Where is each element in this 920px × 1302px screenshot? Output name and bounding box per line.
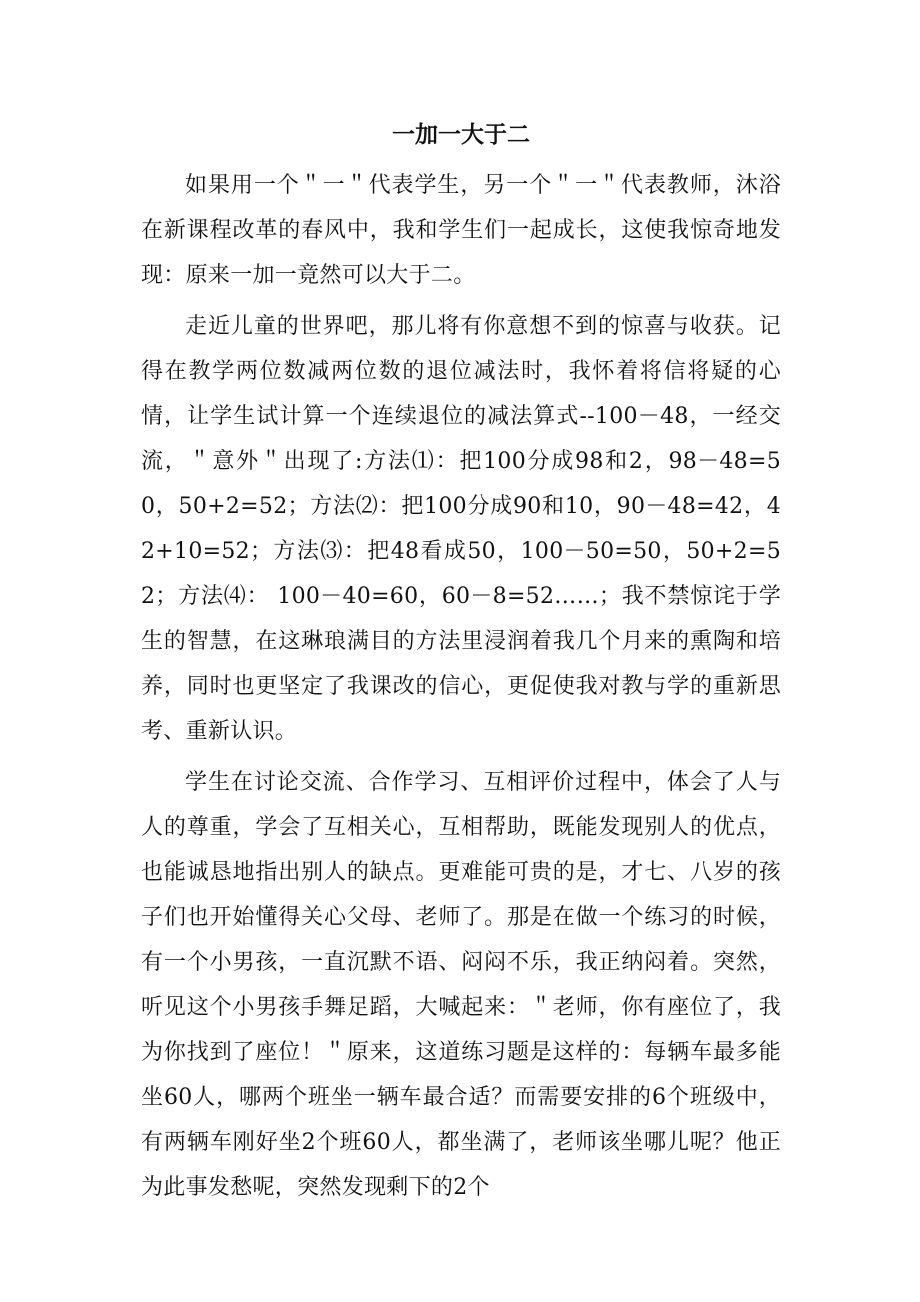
paragraph: 走近儿童的世界吧，那儿将有你意想不到的惊喜与收获。记得在教学两位数减两位数的退位减法时，我怀着将信将疑的心情，让学生试计算一个连续退位的减法算式--100－48，一经交流，＂意外＂出现了:方法⑴：把100分成98和2，98－48=50，50+2=52；方法⑵：把100分成90和10，90－48=42，42+10=52；方法⑶：把48看成50，100－50=50，50+2=52；方法⑷： 100－40=60，60－8=52……；我不禁惊诧于学生的智慧，在这琳琅满目的方法里浸润着我几个月来的熏陶和培养，同时也更坚定了我课改的信心，更促使我对教与学的重新思考、重新认识。 [141, 314, 781, 744]
document-body [141, 115, 781, 1216]
paragraph: 学生在讨论交流、合作学习、互相评价过程中，体会了人与人的尊重，学会了互相关心，互相帮助，既能发现别人的优点，也能诚恳地指出别人的缺点。更难能可贵的是，才七、八岁的孩子们也开始懂得关心父母、老师了。那是在做一个练习的时候，有一个小男孩，一直沉默不语、闷闷不乐，我正纳闷着。突然，听见这个小男孩手舞足蹈，大喊起来：＂老师，你有座位了，我为你找到了座位！＂原来，这道练习题是这样的：每辆车最多能坐60人，哪两个班坐一辆车最合适？而需要安排的6个班级中，有两辆车刚好坐2个班60人，都坐满了，老师该坐哪儿呢？他正为此事发愁呢，突然发现剩下的2个 [141, 770, 781, 1200]
document-title: 一加一大于二 [392, 122, 530, 148]
paragraph: 如果用一个＂一＂代表学生，另一个＂一＂代表教师，沐浴在新课程改革的春风中，我和学生们一起成长，这使我惊奇地发现：原来一加一竟然可以大于二。 [141, 173, 781, 288]
